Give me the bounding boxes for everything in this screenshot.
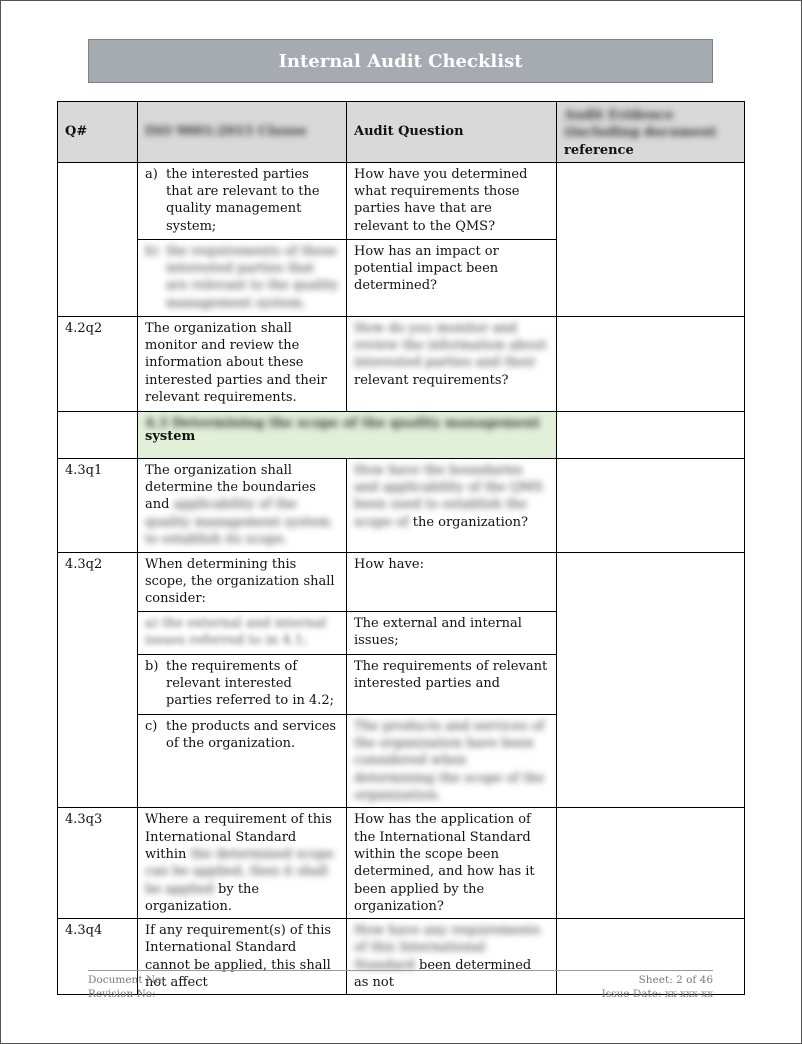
table-row bbox=[58, 552, 745, 611]
q-number-cell bbox=[58, 411, 138, 458]
clause-cell: Where a requirement of this International Standard within the determined scope can be applied, then it shall be applied by the organization. bbox=[138, 808, 347, 919]
revision-number: Revision No: bbox=[88, 988, 156, 1000]
clause-cell: a) the interested parties that are relevant to the quality management system; bbox=[138, 162, 347, 239]
table-row bbox=[58, 458, 745, 552]
q-number-cell: 4.3q1 bbox=[58, 458, 138, 552]
audit-question-cell: How have any requirements of this International Standard been determined as not bbox=[347, 919, 557, 995]
clause-cell: The organization shall monitor and review the information about these interested parties and their relevant requirements. bbox=[138, 316, 347, 411]
table-row bbox=[58, 808, 745, 919]
table-header-row bbox=[58, 102, 745, 163]
audit-checklist-table bbox=[57, 101, 745, 995]
audit-evidence-cell bbox=[557, 552, 745, 807]
audit-evidence-cell bbox=[557, 411, 745, 458]
audit-evidence-cell bbox=[557, 458, 745, 552]
audit-question-cell: The products and services of the organization have been considered when determining the scope of the organization. bbox=[347, 714, 557, 807]
q-number-cell: 4.3q4 bbox=[58, 919, 138, 995]
table-row bbox=[58, 316, 745, 411]
section-heading-cell: 4.3 Determining the scope of the quality management system bbox=[138, 411, 557, 458]
audit-question-cell: How have: bbox=[347, 552, 557, 611]
header-q-number: Q# bbox=[58, 102, 138, 163]
document-number: Document No: bbox=[88, 974, 165, 986]
q-number-cell: 4.3q3 bbox=[58, 808, 138, 919]
q-number-cell: 4.3q2 bbox=[58, 552, 138, 807]
clause-cell: If any requirement(s) of this International Standard cannot be applied, this shall not affect bbox=[138, 919, 347, 995]
clause-cell: b) the requirements of relevant interested parties referred to in 4.2; bbox=[138, 654, 347, 714]
audit-question-cell: How do you monitor and review the information about interested parties and their relevant requirements? bbox=[347, 316, 557, 411]
audit-evidence-cell bbox=[557, 162, 745, 316]
clause-cell: When determining this scope, the organization shall consider: bbox=[138, 552, 347, 611]
section-heading-row bbox=[58, 411, 745, 458]
header-clause: ISO 9001:2015 Clause bbox=[138, 102, 347, 163]
q-number-cell bbox=[58, 162, 138, 316]
table-row bbox=[58, 162, 745, 239]
header-audit-evidence: Audit Evidence (including document reference bbox=[557, 102, 745, 163]
audit-question-cell: How have you determined what requirements those parties have that are relevant to the QMS? bbox=[347, 162, 557, 239]
page-footer bbox=[88, 970, 713, 1001]
clause-cell: b) the requirements of these interested parties that are relevant to the quality management system. bbox=[138, 239, 347, 316]
audit-question-cell: How have the boundaries and applicability of the QMS been used to establish the scope of the organization? bbox=[347, 458, 557, 552]
clause-cell: The organization shall determine the boundaries and applicability of the quality management system to establish its scope. bbox=[138, 458, 347, 552]
audit-question-cell: How has the application of the International Standard within the scope been determined, and how has it been applied by the organization? bbox=[347, 808, 557, 919]
issue-date: Issue Date: xx-xxx-xx bbox=[601, 988, 713, 1000]
clause-cell: c) the products and services of the organization. bbox=[138, 714, 347, 807]
document-title: Internal Audit Checklist bbox=[88, 39, 713, 83]
q-number-cell: 4.2q2 bbox=[58, 316, 138, 411]
clause-cell: a) the external and internal issues referred to in 4.1; bbox=[138, 611, 347, 654]
audit-question-cell: The external and internal issues; bbox=[347, 611, 557, 654]
audit-question-cell: The requirements of relevant interested parties and bbox=[347, 654, 557, 714]
audit-evidence-cell bbox=[557, 316, 745, 411]
header-audit-question: Audit Question bbox=[347, 102, 557, 163]
audit-question-cell: How has an impact or potential impact been determined? bbox=[347, 239, 557, 316]
sheet-number: Sheet: 2 of 46 bbox=[638, 974, 713, 986]
audit-evidence-cell bbox=[557, 808, 745, 919]
